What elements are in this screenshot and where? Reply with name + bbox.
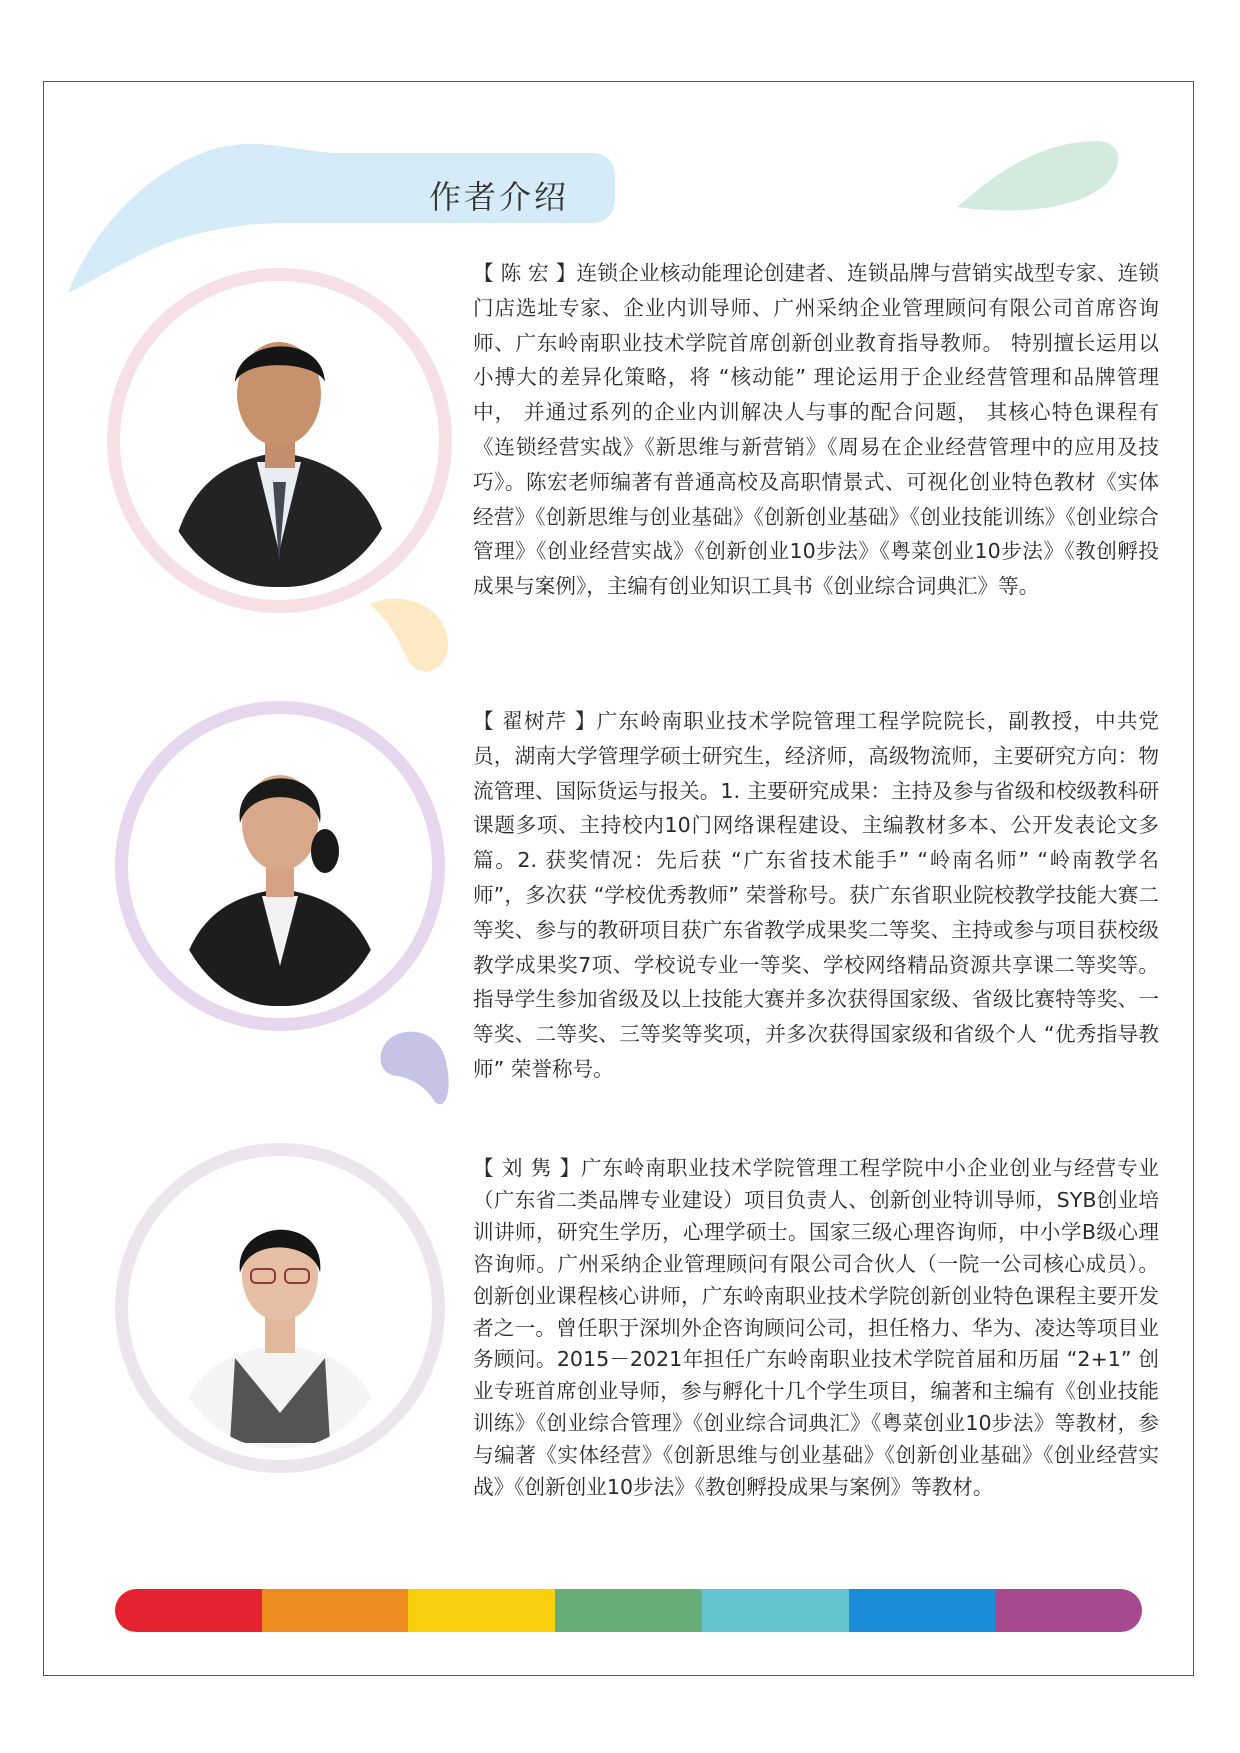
portrait-zhai-shuqin xyxy=(170,731,390,1006)
rainbow-segment-red xyxy=(115,1589,262,1632)
page-title: 作者介绍 xyxy=(428,178,569,216)
portrait-liu-jun xyxy=(165,1173,395,1448)
portrait-chen-hong xyxy=(157,312,402,587)
author-bio-liu-jun: 【 刘 隽 】广东岭南职业技术学院管理工程学院中小企业创业与经营专业（广东省二类品牌专业建设）项目负责人、创新创业特训导师，SYB创业培训讲师，研究生学历，心理学硕士。国家三级心理咨询师，中小学B级心理咨询师。广州采纳企业管理顾问有限公司合伙人（一院一公司核心成员）。创新创业课程核心讲师，广东岭南职业技术学院创新创业特色课程主要开发者之一。曾任职于深圳外企咨询顾问公司，担任格力、华为、凌达等项目业务顾问。2015－2021年担任广东岭南职业技术学院首届和历届 “2+1” 创业专班首席创业导师，参与孵化十几个学生项目，编著和主编有《创业技能训练》《创业综合管理》《创业综合词典汇》《粤菜创业10步法》等教材，参与编著《实体经营》《创新思维与创业基础》《创新创业基础》《创业经营实战》《创新创业10步法》《教创孵投成果与案例》等教材。 xyxy=(473,1156,1159,1500)
author-bio-chen-hong: 【 陈 宏 】连锁企业核动能理论创建者、连锁品牌与营销实战型专家、连锁门店选址专家、企业内训导师、广州采纳企业管理顾问有限公司首席咨询师、广东岭南职业技术学院首席创新创业教育指导教师。 特别擅长运用以小搏大的差异化策略，将 “核动能” 理论运用于企业经营管理和品牌管理中， 并通过系列的企业内训解决人与事的配合问题， 其核心特色课程有《连锁经营实战》《新思维与新营销》《周易在企业经营管理中的应用及技巧》。陈宏老师编著有普通高校及高职情景式、可视化创业特色教材《实体经营》《创新思维与创业基础》《创新创业基础》《创业技能训练》《创业综合管理》《创业经营实战》《创新创业10步法》《粤菜创业10步法》《教创孵投成果与案例》，主编有创业知识工具书《创业综合词典汇》等。 xyxy=(473,261,1159,599)
woman-with-glasses-photo xyxy=(165,1173,395,1448)
author-bio-zhai-shuqin: 【 翟树芹 】广东岭南职业技术学院管理工程学院院长，副教授，中共党员，湖南大学管理学硕士研究生，经济师，高级物流师，主要研究方向：物流管理、国际货运与报关。1. 主要研究成果：主持及参与省级和校级教科研课题多项、主持校内10门网络课程建设、主编教材多本、公开发表论文多篇。2. 获奖情况：先后获 “广东省技术能手” “岭南名师” “岭南教学名师”，多次获 “学校优秀教师” 荣誉称号。获广东省职业院校教学技能大赛二等奖、参与的教研项目获广东省教学成果奖二等奖、主持或参与项目获校级教学成果奖7项、学校说专业一等奖、学校网络精品资源共享课二等奖等。指导学生参加省级及以上技能大赛并多次获得国家级、省级比赛特等奖、一等奖、二等奖、三等奖等奖项，并多次获得国家级和省级个人 “优秀指导教师” 荣誉称号。 xyxy=(473,709,1159,1081)
rainbow-segment-purple xyxy=(995,1589,1142,1632)
rainbow-segment-orange xyxy=(262,1589,409,1632)
rainbow-segment-cyan xyxy=(702,1589,849,1632)
rainbow-segment-blue xyxy=(849,1589,996,1632)
rainbow-segment-yellow xyxy=(408,1589,555,1632)
drop-decoration-purple xyxy=(377,1024,457,1114)
woman-in-suit-photo xyxy=(170,731,390,1006)
rainbow-segment-green xyxy=(555,1589,702,1632)
man-in-suit-photo xyxy=(157,312,402,587)
drop-decoration-yellow xyxy=(366,592,456,682)
leaf-decoration xyxy=(955,135,1125,215)
rainbow-color-bar xyxy=(115,1589,1142,1632)
